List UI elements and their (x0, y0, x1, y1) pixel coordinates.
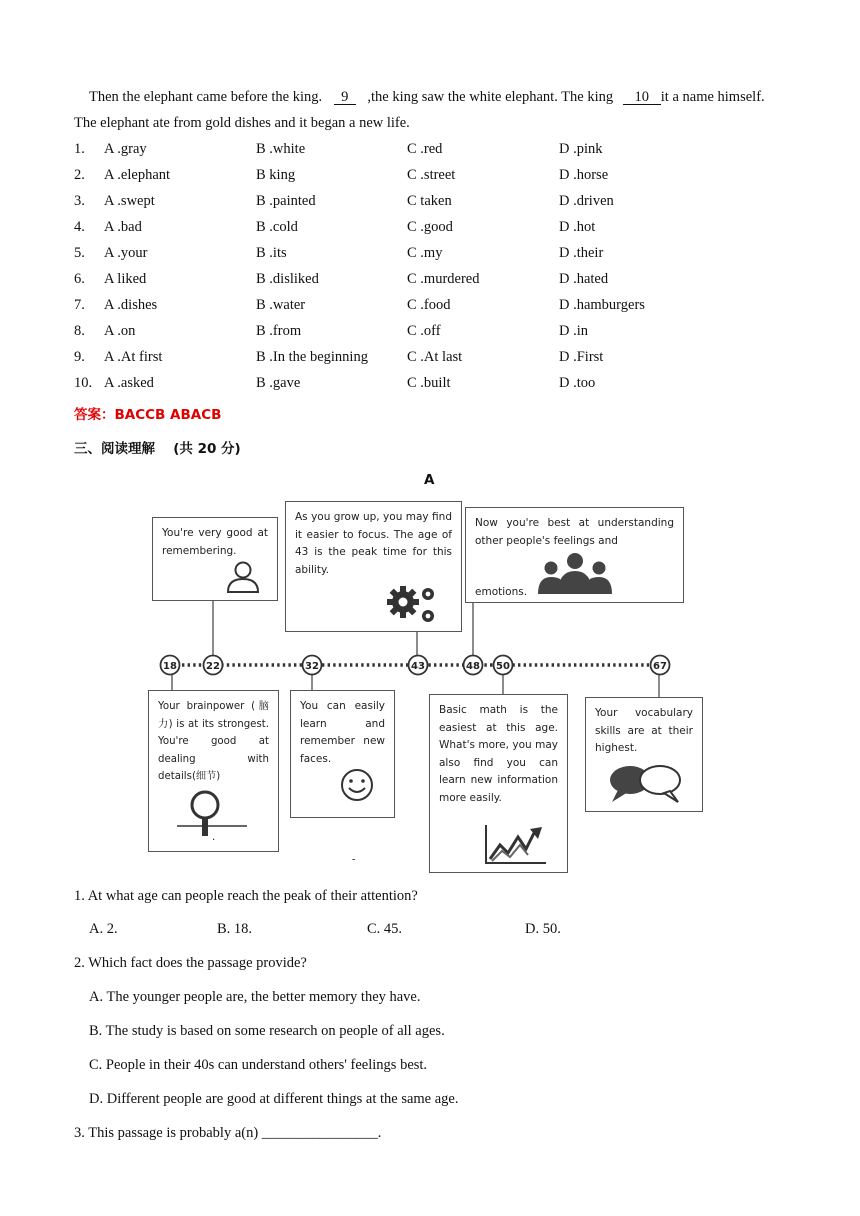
option-a: A liked (104, 271, 147, 287)
option-b: B .white (256, 141, 306, 157)
question-3: 3. This passage is probably a(n) ________________. (74, 1125, 382, 1141)
option-c: C .street (407, 167, 456, 183)
age-label-22: 22 (206, 661, 220, 672)
info-text-48-end: emotions. (475, 586, 528, 598)
option-a: A .asked (104, 375, 154, 391)
option-d: D .horse (559, 167, 609, 183)
option-a: A .your (104, 245, 148, 261)
person-icon (223, 560, 263, 594)
passage-text-c: it a name himself. (660, 89, 765, 105)
info-box-67 (585, 697, 703, 812)
info-text-43: As you grow up, you may find it easier to focus. The age of 43 is the peak time for this ability. (295, 511, 452, 576)
option-b: B .from (256, 323, 302, 339)
option-d: D .driven (559, 193, 614, 209)
option-b: B .disliked (256, 271, 319, 287)
passage-text-a: Then the elephant came before the king. (89, 89, 323, 105)
option-a: A .swept (104, 193, 155, 209)
info-box-32 (290, 690, 395, 818)
passage-line-2: The elephant ate from gold dishes and it began a new life. (74, 115, 410, 131)
info-box-22 (152, 517, 278, 601)
info-text-18: Your brainpower (脑力) is at its strongest. You're good at dealing with details(细节) (158, 701, 269, 782)
q2-choice-b: B. The study is based on some research on people of all ages. (89, 1023, 445, 1039)
option-a: A .bad (104, 219, 142, 235)
age-label-48: 48 (466, 661, 480, 672)
option-number: 6. (74, 271, 85, 287)
info-box-50 (429, 694, 568, 873)
info-box-43 (285, 501, 462, 632)
option-number: 5. (74, 245, 85, 261)
option-c: C taken (407, 193, 452, 209)
option-c: C .built (407, 375, 451, 391)
option-d: D .First (559, 349, 604, 365)
q2-choice-a: A. The younger people are, the better memory they have. (89, 989, 421, 1005)
info-text-32: You can easily learn and remember new faces. (300, 700, 385, 765)
speech-bubbles-icon (604, 760, 686, 804)
gears-icon (381, 580, 445, 628)
age-label-50: 50 (496, 661, 510, 672)
option-number: 10. (74, 375, 93, 391)
info-text-50: Basic math is the easiest at this age. What's more, you may also find you can learn new information more easily. (439, 704, 558, 804)
option-d: D .hamburgers (559, 297, 645, 313)
option-d: D .pink (559, 141, 603, 157)
option-c: C .off (407, 323, 441, 339)
age-label-18: 18 (163, 661, 177, 672)
smiley-icon (339, 767, 375, 803)
option-a: A .dishes (104, 297, 158, 313)
option-d: D .hot (559, 219, 596, 235)
answer-key: 答案：BACCB ABACB (74, 407, 222, 423)
option-b: B .its (256, 245, 287, 261)
option-c: C .red (407, 141, 443, 157)
option-number: 7. (74, 297, 85, 313)
option-a: A .on (104, 323, 136, 339)
dot-mark: . (212, 832, 216, 843)
age-label-43: 43 (411, 661, 425, 672)
q1-choice-c: C. 45. (367, 921, 403, 937)
option-d: D .hated (559, 271, 609, 287)
blank-10: 10 (623, 90, 661, 105)
q1-choice-b: B. 18. (217, 921, 253, 937)
option-c: C .good (407, 219, 453, 235)
age-label-32: 32 (305, 661, 319, 672)
info-box-48 (465, 507, 684, 603)
option-d: D .their (559, 245, 604, 261)
option-a: A .elephant (104, 167, 171, 183)
q2-choice-d: D. Different people are good at different things at the same age. (89, 1091, 459, 1107)
option-c: C .food (407, 297, 451, 313)
option-c: C .murdered (407, 271, 480, 287)
option-c: C .At last (407, 349, 463, 365)
option-number: 2. (74, 167, 85, 183)
age-label-67: 67 (653, 661, 667, 672)
option-d: D .too (559, 375, 596, 391)
info-text-48: Now you're best at understanding other people's feelings and (475, 517, 674, 547)
option-a: A .At first (104, 349, 163, 365)
info-text-67: Your vocabulary skills are at their highest. (595, 707, 693, 754)
group-icon (536, 552, 614, 594)
option-number: 4. (74, 219, 85, 235)
option-b: B king (256, 167, 296, 183)
option-b: B .gave (256, 375, 301, 391)
option-b: B .painted (256, 193, 316, 209)
dash-mark: - (352, 854, 356, 865)
question-1: 1. At what age can people reach the peak of their attention? (74, 888, 418, 904)
option-number: 1. (74, 141, 85, 157)
option-b: B .water (256, 297, 306, 313)
option-b: B .In the beginning (256, 349, 368, 365)
blank-9: 9 (334, 90, 356, 105)
option-b: B .cold (256, 219, 298, 235)
option-d: D .in (559, 323, 588, 339)
q1-choice-a: A. 2. (89, 921, 118, 937)
section-heading: 三、阅读理解 (共 20 分) (74, 441, 241, 457)
passage-label: A (424, 472, 435, 488)
info-box-18 (148, 690, 279, 852)
info-text-22: You're very good at remembering. (162, 527, 268, 557)
option-number: 3. (74, 193, 85, 209)
q1-choice-d: D. 50. (525, 921, 561, 937)
option-a: A .gray (104, 141, 147, 157)
chart-icon (482, 823, 548, 867)
option-number: 8. (74, 323, 85, 339)
option-c: C .my (407, 245, 443, 261)
q2-choice-c: C. People in their 40s can understand others' feelings best. (89, 1057, 428, 1073)
question-2: 2. Which fact does the passage provide? (74, 955, 307, 971)
passage-text-b: ,the king saw the white elephant. The king (367, 89, 614, 105)
option-number: 9. (74, 349, 85, 365)
